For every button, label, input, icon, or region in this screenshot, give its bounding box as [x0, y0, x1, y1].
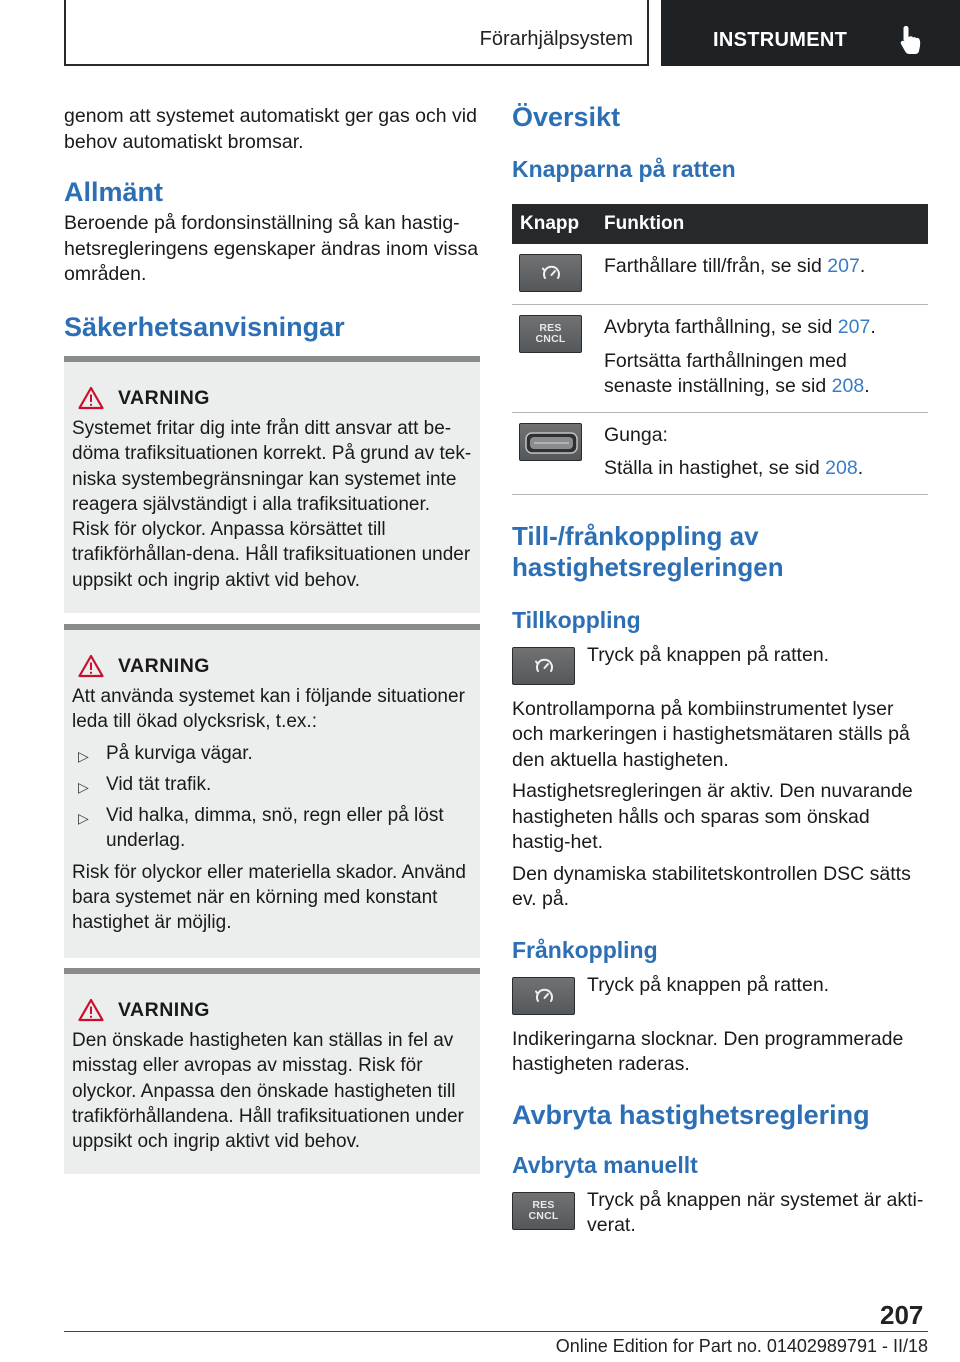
warning-box-3	[64, 968, 480, 1174]
on-instruction-row	[512, 643, 928, 685]
hand-pointing-icon	[897, 24, 925, 56]
toggle-heading: Till-/frånkoppling av hastighetsregleringen	[512, 520, 784, 582]
page-link[interactable]: 207	[827, 255, 860, 277]
table-row	[512, 305, 928, 413]
header-section-box	[64, 0, 649, 66]
intro-text: genom att systemet automatiskt ger gas och vid behov automatiskt bromsar.	[64, 105, 477, 153]
safety-heading: Säkerhetsanvisningar	[64, 311, 345, 342]
off-instruction-row	[512, 973, 928, 1015]
left-column	[64, 104, 480, 344]
on-paragraph-2: Hastighetsregleringen är aktiv. Den nuvarande hastigheten hålls och sparas som önskad hastig-het.	[512, 780, 913, 853]
general-text: Beroende på fordonsinställning så kan hastig-hetsregleringens egenskaper ändras inom vissa områden.	[64, 212, 479, 285]
cruise-control-icon	[512, 977, 575, 1015]
on-paragraph-1: Kontrollamporna på kombiinstrumentet lyser och markeringen i hastighetsmätaren ställs på den aktuella hastigheten.	[512, 697, 910, 771]
cancel-instruction: Tryck på knappen när systemet är akti-verat.	[587, 1188, 924, 1236]
overview-heading: Översikt	[512, 102, 621, 132]
page-link[interactable]: 208	[825, 457, 858, 479]
steering-buttons-table	[512, 204, 928, 495]
key-label: RES CNCL	[535, 322, 566, 345]
function-text: Gunga:	[604, 423, 668, 446]
footer-divider	[64, 1331, 928, 1332]
table-row	[512, 244, 928, 305]
warning-title: VARNING	[118, 998, 210, 1021]
right-column	[512, 100, 928, 1239]
list-item: ▷ Vid halka, dimma, snö, regn eller på löst underlag.	[78, 805, 444, 852]
buttons-heading: Knapparna på ratten	[512, 156, 736, 182]
warning-title: VARNING	[118, 386, 210, 409]
warning-box-1	[64, 356, 480, 613]
key-label: RES CNCL	[528, 1198, 559, 1222]
warning-triangle-icon	[78, 386, 104, 410]
column-header-function: Funktion	[596, 204, 928, 244]
triangle-bullet-icon: ▷	[78, 778, 89, 795]
page-link[interactable]: 207	[837, 316, 871, 338]
warning-title-row	[72, 652, 472, 680]
cancel-instruction-row	[512, 1188, 928, 1239]
list-item: ▷ Vid tät trafik.	[72, 772, 472, 797]
warning-title-row	[72, 996, 472, 1024]
warning-bullet-list	[72, 741, 472, 854]
res-cncl-icon	[512, 1192, 575, 1230]
footer-edition: Online Edition for Part no. 01402989791 - II/18	[555, 1336, 928, 1356]
res-cncl-icon	[519, 315, 582, 353]
cancel-heading: Avbryta hastighetsreglering	[512, 1099, 870, 1130]
table-header-row	[512, 204, 928, 244]
function-text: Avbryta farthållning, se sid 207.	[604, 316, 876, 338]
off-paragraph-1: Indikeringarna slocknar. Den programmerade hastigheten raderas.	[512, 1027, 904, 1075]
function-text: Ställa in hastighet, se sid 208.	[604, 457, 864, 479]
warning-text: Den önskade hastigheten kan ställas in fel av misstag eller avropas av misstag. Risk för olyckor. Anpassa den önskade hastigheten till trafikförhållandena. Håll trafiksituationen under uppsikt och ingrip aktivt vid behov.	[72, 1030, 464, 1153]
function-text: Fortsätta farthållningen med senaste inställning, se sid 208.	[604, 349, 870, 397]
warning-box-2	[64, 624, 480, 958]
header-chapter-tab[interactable]	[661, 0, 960, 66]
triangle-bullet-icon: ▷	[78, 810, 89, 827]
column-header-button: Knapp	[512, 204, 596, 244]
rocker-switch-icon	[519, 423, 582, 461]
off-instruction: Tryck på knappen på ratten.	[587, 973, 830, 996]
warning-text: Systemet fritar dig inte från ditt ansvar att be-döma trafiksituationen korrekt. På grund av tek-niska systembegränsningar kan systemet inte reagera självständigt i alla trafiksituationer. Risk för olyckor. Anpassa körsättet till trafikförhållan-dena. Håll trafiksituationen under uppsikt och ingrip aktivt vid behov.	[72, 418, 472, 591]
header-section-title: Förarhjälpsystem	[479, 28, 633, 50]
function-text: Farthållare till/från, se sid 207.	[604, 255, 866, 277]
off-heading: Frånkoppling	[512, 936, 658, 963]
warning-title-row	[72, 384, 472, 412]
general-heading: Allmänt	[64, 177, 164, 207]
warning-intro: Att använda systemet kan i följande situationer leda till ökad olycksrisk, t.ex.:	[72, 686, 465, 733]
page-link[interactable]: 208	[831, 375, 865, 397]
header-chapter-title: INSTRUMENT	[713, 29, 848, 51]
cancel-manual-heading: Avbryta manuellt	[512, 1151, 698, 1178]
list-item: ▷ På kurviga vägar.	[72, 741, 472, 766]
warning-triangle-icon	[78, 998, 104, 1022]
cruise-control-icon	[512, 647, 575, 685]
warning-outro: Risk för olyckor eller materiella skador. Använd bara systemet när en körning med konstant hastighet är möjlig.	[72, 861, 466, 934]
warning-triangle-icon	[78, 654, 104, 678]
table-row	[512, 412, 928, 494]
page-number: 207	[880, 1300, 924, 1330]
on-paragraph-3: Den dynamiska stabilitetskontrollen DSC sätts ev. på.	[512, 862, 911, 910]
cruise-control-icon	[519, 254, 582, 292]
on-heading: Tillkoppling	[512, 606, 641, 633]
on-instruction: Tryck på knappen på ratten.	[587, 643, 830, 666]
warning-title: VARNING	[118, 654, 210, 677]
triangle-bullet-icon: ▷	[78, 747, 89, 764]
